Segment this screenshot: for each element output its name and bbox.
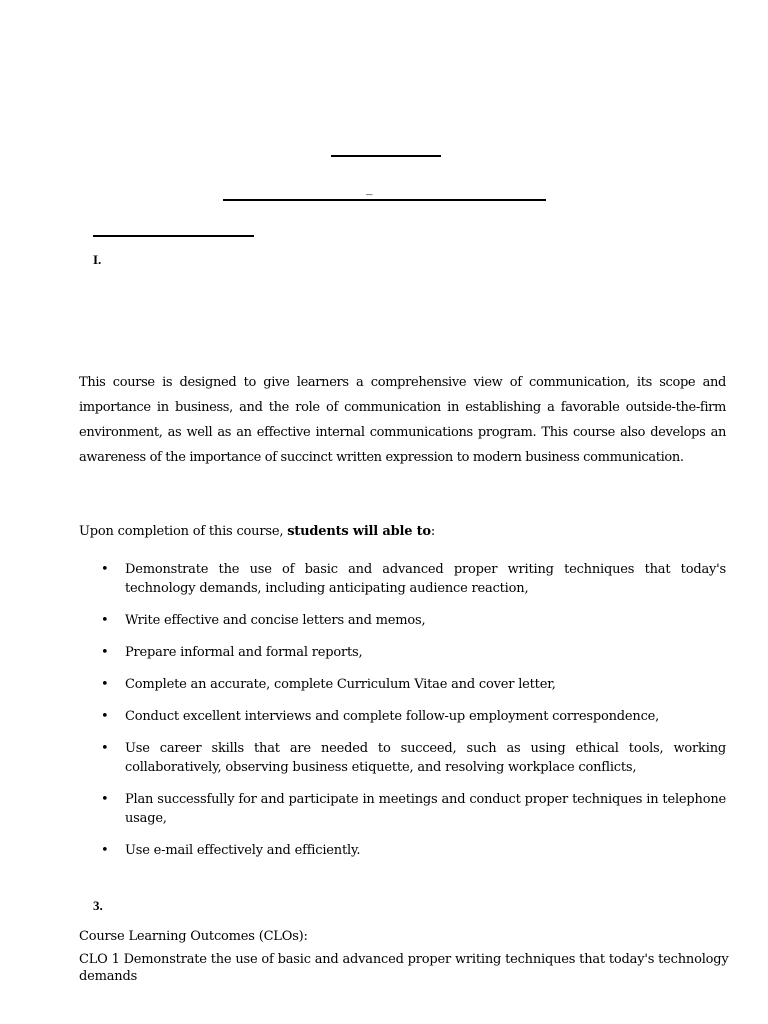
bullet-icon: • <box>101 741 109 756</box>
list-item-text: Conduct excellent interviews and complete follow-up employment correspondence, <box>125 709 660 724</box>
list-item <box>79 560 726 598</box>
list-item <box>79 739 726 777</box>
section-number-1: I. <box>93 252 102 267</box>
subtitle-underline <box>223 199 546 201</box>
clo-heading: Course Learning Outcomes (CLOs): <box>79 929 308 944</box>
bullet-icon: • <box>101 677 109 692</box>
outcomes-list <box>79 560 726 873</box>
list-item-text: Complete an accurate, complete Curriculum Vitae and cover letter, <box>125 677 556 692</box>
list-item <box>79 707 726 726</box>
list-item-text: Plan successfully for and participate in meetings and conduct proper techniques in telephone usage, <box>125 792 726 826</box>
section-heading-underline <box>93 235 254 237</box>
outcomes-intro <box>79 523 435 541</box>
list-item-text: Demonstrate the use of basic and advanced proper writing techniques that today's technology demands, including anticipating audience reaction, <box>125 562 726 596</box>
bullet-icon: • <box>101 645 109 660</box>
list-item-text: Use e-mail effectively and efficiently. <box>125 843 361 858</box>
list-item <box>79 841 726 860</box>
list-item <box>79 675 726 694</box>
list-item <box>79 643 726 662</box>
list-item <box>79 790 726 828</box>
title-underline <box>331 155 441 157</box>
subtitle-dash: _ <box>366 181 373 196</box>
list-item-text: Write effective and concise letters and memos, <box>125 613 426 628</box>
outcomes-intro-colon: : <box>430 524 436 539</box>
section-number-3: 3. <box>93 898 103 913</box>
bullet-icon: • <box>101 562 109 577</box>
outcomes-intro-bold: students will able to <box>287 524 431 539</box>
list-item-text: Use career skills that are needed to succeed, such as using ethical tools, working collaboratively, observing business etiquette, and resolving workplace conflicts, <box>125 741 726 775</box>
course-description: This course is designed to give learners a comprehensive view of communication, its scope and importance in business, and the role of communication in establishing a favorable outside-the-firm environment, as well as an effective internal communications program. This course also develops an awareness of the importance of succinct written expression to modern business communication. <box>79 375 726 465</box>
bullet-icon: • <box>101 792 109 807</box>
bullet-icon: • <box>101 613 109 628</box>
bullet-icon: • <box>101 843 109 858</box>
outcomes-intro-text: Upon completion of this course, <box>79 524 288 539</box>
list-item-text: Prepare informal and formal reports, <box>125 645 363 660</box>
clo-1-text: CLO 1 Demonstrate the use of basic and advanced proper writing techniques that today's technology demands <box>79 952 729 984</box>
list-item <box>79 611 726 630</box>
bullet-icon: • <box>101 709 109 724</box>
